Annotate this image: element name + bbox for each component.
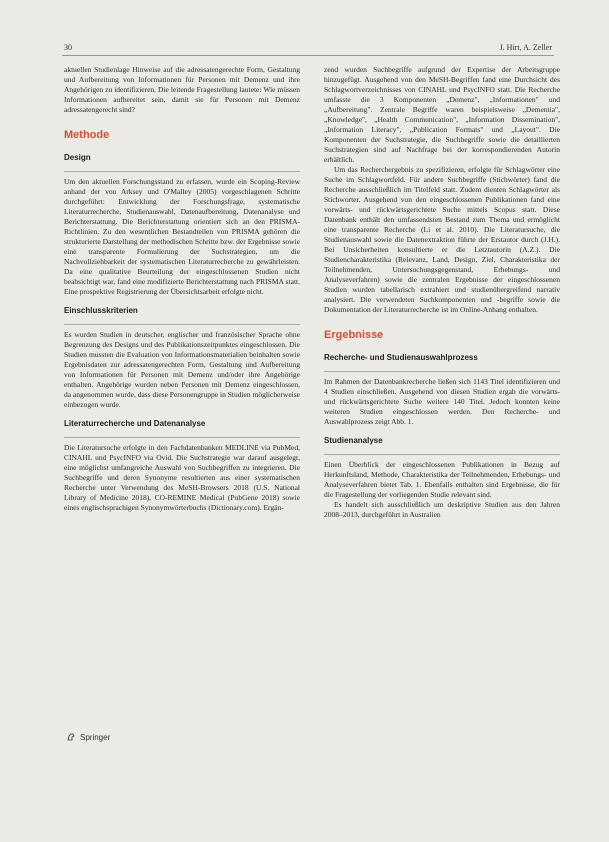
subheading-recherche: Recherche- und Studienauswahlprozess bbox=[324, 344, 560, 372]
subheading-literaturrecherche: Literaturrecherche und Datenanalyse bbox=[64, 410, 300, 438]
subheading-design: Design bbox=[64, 144, 300, 172]
section-heading-ergebnisse: Ergebnisse bbox=[324, 329, 384, 341]
subheading-studienanalyse: Studienanalyse bbox=[324, 427, 560, 455]
section-heading-methode: Methode bbox=[64, 129, 110, 141]
studien-paragraph-1: Einen Überblick der eingeschlossenen Publikationen in Bezug auf Herkunftsland, Methode, Charakteristika der Teilnehmenden, Erhebungs- und Analyseverfahren bietet Tab. 1. Ebenfalls enthalten sind Ergebnisse, die für die Fragestellung der vorliegenden Studie relevant sind. bbox=[324, 460, 560, 499]
header-divider bbox=[62, 55, 554, 56]
studien-paragraph-2: Es handelt sich ausschließlich um deskriptive Studien aus den Jahren 2008–2013, durchgeführt in Australien bbox=[324, 500, 560, 519]
literatur-paragraph: Die Literatursuche erfolgte in den Fachdatenbanken MEDLINE via PubMed, CINAHL und PsycINFO via Ovid. Die Suchstrategie war darauf ausgelegt, eine möglichst umfangreiche Auswahl von Suchbegriffen zu integrieren. Die Suchbegriffe und deren Synonyme resultierten aus einer systematischen Recherche unter Verwendung des MeSH-Browsers 2018 (U.S. National Library of Medicine 2018), CO-REMINE Medical (PubGene 2018) sowie eines englischsprachigen Synonymwörterbuchs (Dictionary.com). Ergän- bbox=[64, 443, 300, 512]
einschluss-paragraph: Es wurden Studien in deutscher, englischer und französischer Sprache ohne Begrenzung des Designs und des Publikationszeitpunktes eingeschlossen. Die Studien mussten die Evaluation von Informationsmaterialien beinhalten sowie Ergebnisdaten zur adressatengerechten Form, Gestaltung und Aufbereitung von Informationen für Personen mit Demenz und/oder ihre Angehörige enthalten. Angehörige wurden neben Personen mit Demenz eingeschlossen, da angenommen wurde, dass diese Personengruppe in Studien möglicherweise einbezogen wurde. bbox=[64, 330, 300, 409]
page-number: 30 bbox=[64, 43, 72, 52]
continued-paragraph: zend wurden Suchbegriffe aufgrund der Expertise der Arbeitsgruppe hinzugefügt. Ausgehend von den MeSH-Begriffen fand eine Durchsicht des Schlagwortverzeichnisses von CINAHL und PsycINFO statt. Die Recherche umfasste die 3 Komponenten „Demenz", „Informationen" und „Aufbereitung". Zentrale Begriffe waren beispielsweise „Dementia", „Knowledge", „Health Communication", „Information Dissemination", „Information Literacy", „Publication Formats" und „Layout". Die Komponenten der Suchstrategie, die Suchbegriffe sowie die detaillierten Suchstrategien sind auf Nachfrage bei der korrespondierenden Autorin erhältlich. bbox=[324, 65, 560, 164]
left-column bbox=[64, 65, 300, 513]
design-paragraph: Um den aktuellen Forschungsstand zu erfassen, wurde ein Scoping-Review anhand der von Arksey und O'Malley (2005) vorgeschlagenen Schritte durchgeführt: Entwicklung der Forschungsfrage, systematische Literaturrecherche, Studienauswahl, Datenaufbereitung, Datenanalyse und Berichterstattung. Die Berichterstattung orientiert sich an den PRISMA-Richtlinien. Zu den wesentlichen Bestandteilen von PRISMA gehören die strukturierte Darstellung der methodischen Schritte bzw. der Ergebnisse sowie eine transparente Formulierung der Suchstrategien, um die Nachvollziehbarkeit der systematischen Literaturrecherche zu gewährleisten. Da eine qualitative Beurteilung der eingeschlossenen Studien nicht beabsichtigt war, fand eine modifizierte Berichterstattung nach PRISMA statt. Eine prospektive Registrierung der Übersichtsarbeit erfolgte nicht. bbox=[64, 177, 300, 296]
right-column bbox=[324, 65, 560, 520]
footer bbox=[66, 732, 110, 742]
subheading-einschlusskriterien: Einschlusskriterien bbox=[64, 297, 300, 325]
recherche-paragraph: Im Rahmen der Datenbankrecherche ließen sich 1143 Titel identifizieren und 4 Studien einschließen. Ausgehend von diesen Studien ergab die vorwärts- und rückwärtsgerichtete Suche weitere 140 Titel. Jedoch konnten keine weiteren Studien eingeschlossen werden. Den Recherche- und Auswahlprozess zeigt Abb. 1. bbox=[324, 377, 560, 426]
intro-paragraph: aktuellen Studienlage Hinweise auf die adressatengerechte Form, Gestaltung und Aufbereitung von Informationen für Personen mit Demenz und ihre Angehörigen zu identifizieren. Die leitende Fragestellung lautete: Wie müssen Informationen aufbereitet sein, damit sie für Personen mit Demenz adressatengerecht sind? bbox=[64, 65, 300, 114]
publisher-name: Springer bbox=[80, 732, 111, 742]
spezifizieren-paragraph: Um das Recherchergebnis zu spezifizieren, erfolgte für Schlagwörter eine Suche im Schlagwortfeld. Für andere Suchbegriffe (Stichwörter) fand die Recherche ausschließlich im Titelfeld statt. Zudem dienten Schlagwörter als Stichworter. Ausgehend von den eingeschlossenen Publikationen fand eine vorwärts- und rückwärtsgerichtete Suche mittels Scopus statt. Diese Datenbank enthält den umfassendsten Bestand zum Thema und ermöglicht eine transparente Recherche (Li et al. 2010). Die Literatursuche, die Studienauswahl sowie die Datenextraktion führte der Erstautor durch (J.H.). Bei Unsicherheiten konsultierte er die Letztautorin (A.Z.). Die Studiencharakteristika (Relevanz, Land, Design, Ziel, Charakteristika der Teilnehmenden, Untersuchungsgegenstand, Erhebungs- und Analyseverfahren) sowie die zentralen Ergebnisse der eingeschlossenen Studien wurden tabellarisch extrahiert und studienübergreifend narrativ analysiert. Die verwendeten Suchkomponenten und -begriffe sowie die Dokumentation der Literaturrecherche ist im Online-Anhang enthalten. bbox=[324, 165, 560, 314]
springer-horse-icon bbox=[66, 732, 76, 742]
running-head: J. Hirt, A. Zeller bbox=[499, 43, 552, 52]
